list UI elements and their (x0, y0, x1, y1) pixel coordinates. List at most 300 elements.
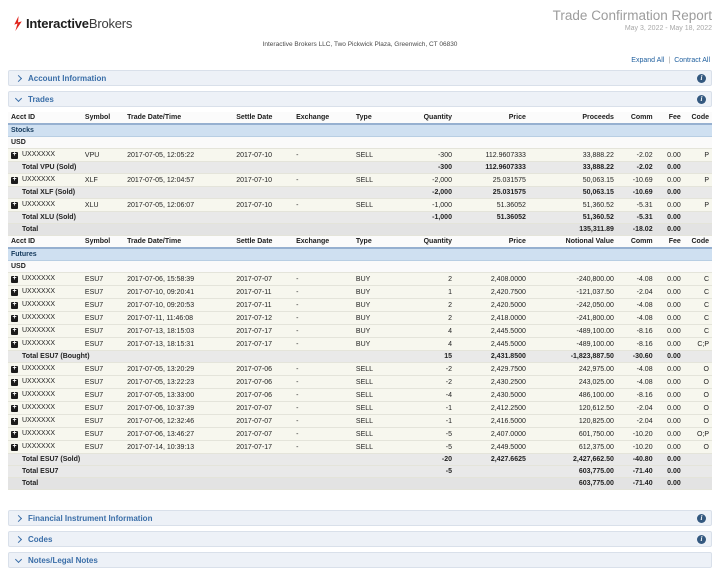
cell: - (293, 199, 353, 212)
trade-row (8, 389, 712, 402)
cell: 242,975.00 (529, 363, 617, 376)
cell: -2.04 (617, 286, 656, 299)
expand-icon[interactable]: + (12, 201, 17, 208)
cell: + UXXXXXX (8, 286, 82, 299)
cell: -2.02 (617, 162, 656, 174)
section-label: Notes/Legal Notes (28, 555, 98, 565)
cell: 2,427,662.50 (529, 454, 617, 466)
cell: 50,063.15 (529, 187, 617, 199)
total-label: Total XLF (Sold) (8, 187, 392, 199)
cell: 2017-07-07 (233, 415, 293, 428)
cell: 51.36052 (455, 199, 529, 212)
cell: -2.04 (617, 402, 656, 415)
cell: 2,430.2500 (455, 376, 529, 389)
section-codes[interactable] (8, 531, 712, 547)
expand-icon[interactable]: + (12, 151, 17, 158)
chevron-down-icon (15, 555, 22, 562)
cell: 25.031575 (455, 187, 529, 199)
cell: - (293, 312, 353, 325)
expand-icon[interactable]: + (12, 365, 17, 372)
cell: 601,750.00 (529, 428, 617, 441)
cell (455, 466, 529, 478)
cell (455, 478, 529, 490)
cell: P (684, 174, 712, 187)
cell: ESU7 (82, 273, 124, 286)
trade-row (8, 415, 712, 428)
cell: 2,420.7500 (455, 286, 529, 299)
cell: 112.9607333 (455, 149, 529, 162)
cell: C (684, 273, 712, 286)
cell: 2017-07-05, 12:05:22 (124, 149, 233, 162)
expand-icon[interactable]: + (12, 378, 17, 385)
cell: -241,800.00 (529, 312, 617, 325)
trade-row (8, 199, 712, 212)
subtotal-row (8, 162, 712, 174)
cell: 0.00 (656, 199, 684, 212)
trade-row (8, 312, 712, 325)
cell: ESU7 (82, 325, 124, 338)
expand-icon[interactable]: + (12, 417, 17, 424)
cell: 2017-07-06, 13:46:27 (124, 428, 233, 441)
expand-icon[interactable]: + (12, 391, 17, 398)
column-header: Comm (617, 236, 656, 249)
cell: - (293, 149, 353, 162)
cell: - (293, 174, 353, 187)
cell: 0.00 (656, 286, 684, 299)
column-header: Price (455, 236, 529, 249)
cell: ESU7 (82, 338, 124, 351)
cell: + UXXXXXX (8, 325, 82, 338)
cell: SELL (353, 389, 392, 402)
cell: ESU7 (82, 363, 124, 376)
cell: 0.00 (656, 428, 684, 441)
cell: 33,888.22 (529, 162, 617, 174)
cell: O (684, 402, 712, 415)
cell: -242,050.00 (529, 299, 617, 312)
cell: O;P (684, 428, 712, 441)
cell: 0.00 (656, 273, 684, 286)
info-icon[interactable]: i (697, 95, 706, 104)
subtotal-row (8, 454, 712, 466)
cell: SELL (353, 149, 392, 162)
section-label: Financial Instrument Information (28, 513, 153, 523)
cell: 0.00 (656, 212, 684, 224)
cell: 0.00 (656, 312, 684, 325)
cell: ESU7 (82, 402, 124, 415)
broker-address: Interactive Brokers LLC, Two Pickwick Plaza, Greenwich, CT 06830 (262, 41, 458, 48)
cell: -2.02 (617, 149, 656, 162)
cell: 0.00 (656, 299, 684, 312)
cell: 243,025.00 (529, 376, 617, 389)
brand-name-bold: Interactive (26, 16, 89, 31)
cell: C (684, 325, 712, 338)
cell: 2017-07-10 (233, 149, 293, 162)
group-label: Stocks (8, 124, 712, 137)
cell: O (684, 415, 712, 428)
cell: 2017-07-13, 18:15:31 (124, 338, 233, 351)
expand-icon[interactable]: + (12, 275, 17, 282)
cell: BUY (353, 286, 392, 299)
cell: 2,429.7500 (455, 363, 529, 376)
cell: 2017-07-11, 11:46:08 (124, 312, 233, 325)
cell: 2017-07-05, 13:33:00 (124, 389, 233, 402)
trade-row (8, 149, 712, 162)
column-header: Exchange (293, 112, 353, 124)
cell: 2017-07-07 (233, 402, 293, 415)
cell: 0.00 (656, 149, 684, 162)
cell: - (293, 376, 353, 389)
cell: -1,000 (392, 212, 455, 224)
table-header-row (8, 236, 712, 249)
cell: - (293, 441, 353, 454)
cell: 2,418.0000 (455, 312, 529, 325)
cell: + UXXXXXX (8, 312, 82, 325)
column-header: Type (353, 112, 392, 124)
cell: + UXXXXXX (8, 441, 82, 454)
cell: - (293, 338, 353, 351)
total-label: Total VPU (Sold) (8, 162, 392, 174)
cell: XLU (82, 199, 124, 212)
cell: + UXXXXXX (8, 299, 82, 312)
cell: 2,412.2500 (455, 402, 529, 415)
asset-class-row (8, 124, 712, 137)
cell: P (684, 199, 712, 212)
cell: SELL (353, 428, 392, 441)
cell: - (293, 299, 353, 312)
cell: -10.69 (617, 174, 656, 187)
cell: 2017-07-13, 18:15:03 (124, 325, 233, 338)
cell: 2017-07-05, 13:22:23 (124, 376, 233, 389)
total-label: Total ESU7 (8, 466, 392, 478)
cell (684, 212, 712, 224)
section-account-information[interactable] (8, 70, 712, 86)
cell: 0.00 (656, 441, 684, 454)
expand-icon[interactable]: + (12, 340, 17, 347)
subtotal-row (8, 466, 712, 478)
cell: VPU (82, 149, 124, 162)
column-header: Symbol (82, 112, 124, 124)
cell: O (684, 441, 712, 454)
cell: 603,775.00 (529, 478, 617, 490)
cell: 2017-07-06 (233, 363, 293, 376)
cell: + UXXXXXX (8, 428, 82, 441)
info-icon[interactable]: i (697, 514, 706, 523)
cell: -8.16 (617, 338, 656, 351)
column-header: Trade Date/Time (124, 112, 233, 124)
cell: 2017-07-05, 12:04:57 (124, 174, 233, 187)
chevron-down-icon (15, 94, 22, 101)
trade-row (8, 428, 712, 441)
section-label: Trades (28, 94, 54, 104)
section-financial-instrument-information[interactable] (8, 510, 712, 526)
section-trades[interactable] (8, 91, 712, 107)
trade-row (8, 441, 712, 454)
group-label: Futures (8, 248, 712, 261)
cell: ESU7 (82, 389, 124, 402)
expand-icon[interactable]: + (12, 314, 17, 321)
section-notes-legal-notes[interactable] (8, 552, 712, 568)
cell: -2 (392, 376, 455, 389)
cell: + UXXXXXX (8, 415, 82, 428)
group-label: USD (8, 261, 712, 273)
cell: -4.08 (617, 273, 656, 286)
cell: -2 (392, 363, 455, 376)
cell: 2 (392, 273, 455, 286)
cell: 2017-07-06, 12:32:46 (124, 415, 233, 428)
cell: 25.031575 (455, 174, 529, 187)
cell: -10.20 (617, 441, 656, 454)
cell (684, 187, 712, 199)
cell: 2,449.5000 (455, 441, 529, 454)
cell: -5 (392, 466, 455, 478)
trade-row (8, 338, 712, 351)
trade-row (8, 402, 712, 415)
cell (684, 351, 712, 363)
cell: 0.00 (656, 376, 684, 389)
section-label: Codes (28, 534, 53, 544)
cell: XLF (82, 174, 124, 187)
cell: 120,825.00 (529, 415, 617, 428)
section-label: Account Information (28, 73, 107, 83)
cell: 0.00 (656, 187, 684, 199)
group-label: USD (8, 137, 712, 149)
trade-row (8, 376, 712, 389)
cell: 486,100.00 (529, 389, 617, 402)
cell: -71.40 (617, 466, 656, 478)
grand-total-row (8, 224, 712, 236)
cell: ESU7 (82, 441, 124, 454)
cell: 2017-07-17 (233, 338, 293, 351)
info-icon[interactable]: i (697, 535, 706, 544)
brand-logo (12, 16, 132, 31)
cell: - (293, 428, 353, 441)
cell: -240,800.00 (529, 273, 617, 286)
cell (392, 224, 455, 236)
cell: BUY (353, 273, 392, 286)
cell: -40.80 (617, 454, 656, 466)
cell: -4.08 (617, 363, 656, 376)
cell: 2017-07-06 (233, 376, 293, 389)
cell: 1 (392, 286, 455, 299)
cell: 603,775.00 (529, 466, 617, 478)
cell: 0.00 (656, 402, 684, 415)
trade-row (8, 286, 712, 299)
info-icon[interactable]: i (697, 74, 706, 83)
cell: ESU7 (82, 299, 124, 312)
cell: 2017-07-06 (233, 389, 293, 402)
cell: 2,408.0000 (455, 273, 529, 286)
cell: -4.08 (617, 376, 656, 389)
trade-row (8, 273, 712, 286)
cell: 4 (392, 338, 455, 351)
cell: ESU7 (82, 286, 124, 299)
cell: 2017-07-10, 09:20:41 (124, 286, 233, 299)
trade-row (8, 299, 712, 312)
expand-icon[interactable]: + (12, 301, 17, 308)
subtotal-row (8, 351, 712, 363)
cell: 2 (392, 312, 455, 325)
cell: + UXXXXXX (8, 273, 82, 286)
cell: SELL (353, 174, 392, 187)
column-header: Notional Value (529, 236, 617, 249)
cell: 2,420.5000 (455, 299, 529, 312)
cell: 2017-07-12 (233, 312, 293, 325)
currency-row (8, 137, 712, 149)
cell: 2017-07-10 (233, 199, 293, 212)
expand-icon[interactable]: + (12, 443, 17, 450)
cell: 50,063.15 (529, 174, 617, 187)
cell: SELL (353, 363, 392, 376)
cell: + UXXXXXX (8, 363, 82, 376)
trade-row (8, 174, 712, 187)
link-divider: | (668, 57, 671, 64)
cell: - (293, 325, 353, 338)
cell: SELL (353, 376, 392, 389)
cell: -1 (392, 402, 455, 415)
expand-contract-links (631, 57, 710, 64)
cell: - (293, 415, 353, 428)
total-label: Total (8, 478, 392, 490)
cell: 2 (392, 299, 455, 312)
cell: - (293, 363, 353, 376)
cell: 0.00 (656, 466, 684, 478)
cell: SELL (353, 199, 392, 212)
column-header: Fee (656, 236, 684, 249)
cell: + UXXXXXX (8, 149, 82, 162)
cell: 0.00 (656, 338, 684, 351)
column-header: Price (455, 112, 529, 124)
cell: 112.9607333 (455, 162, 529, 174)
report-header (553, 8, 712, 32)
cell: ESU7 (82, 376, 124, 389)
cell: ESU7 (82, 428, 124, 441)
total-label: Total XLU (Sold) (8, 212, 392, 224)
cell: 2017-07-07 (233, 428, 293, 441)
expand-icon[interactable]: + (12, 176, 17, 183)
cell: 51,360.52 (529, 212, 617, 224)
cell: ESU7 (82, 415, 124, 428)
cell: C (684, 286, 712, 299)
report-date-range: May 3, 2022 - May 18, 2022 (624, 25, 712, 32)
cell: -5.31 (617, 212, 656, 224)
cell: C (684, 299, 712, 312)
cell: -2,000 (392, 187, 455, 199)
report-title: Trade Confirmation Report (552, 8, 712, 23)
cell: 15 (392, 351, 455, 363)
cell: -8.16 (617, 325, 656, 338)
chevron-right-icon (15, 514, 22, 521)
cell (684, 162, 712, 174)
cell (684, 454, 712, 466)
cell: -4.08 (617, 312, 656, 325)
column-header: Exchange (293, 236, 353, 249)
cell: 2,416.5000 (455, 415, 529, 428)
cell: -10.20 (617, 428, 656, 441)
expand-icon[interactable]: + (12, 430, 17, 437)
page-header (8, 0, 712, 70)
total-label: Total (8, 224, 392, 236)
cell: - (293, 286, 353, 299)
cell: -2,000 (392, 174, 455, 187)
column-header: Settle Date (233, 236, 293, 249)
column-header: Code (684, 112, 712, 124)
cell: 4 (392, 325, 455, 338)
cell: 2017-07-05, 13:20:29 (124, 363, 233, 376)
cell: 612,375.00 (529, 441, 617, 454)
cell: -300 (392, 149, 455, 162)
chevron-right-icon (15, 535, 22, 542)
cell: 0.00 (656, 389, 684, 402)
expand-icon[interactable]: + (12, 327, 17, 334)
cell (684, 478, 712, 490)
cell: + UXXXXXX (8, 389, 82, 402)
cell: 2,430.5000 (455, 389, 529, 402)
cell: 0.00 (656, 454, 684, 466)
cell: 2017-07-07 (233, 273, 293, 286)
cell: -1,823,887.50 (529, 351, 617, 363)
column-header: Acct ID (8, 112, 82, 124)
cell: - (293, 402, 353, 415)
column-header: Acct ID (8, 236, 82, 249)
column-header: Type (353, 236, 392, 249)
column-header: Trade Date/Time (124, 236, 233, 249)
cell: BUY (353, 312, 392, 325)
expand-all-link[interactable]: Expand All (631, 57, 665, 64)
cell: 2017-07-14, 10:39:13 (124, 441, 233, 454)
column-header: Comm (617, 112, 656, 124)
cell: -2.04 (617, 415, 656, 428)
contract-all-link[interactable]: Contract All (674, 57, 710, 64)
cell: -5 (392, 441, 455, 454)
cell: -8.16 (617, 389, 656, 402)
cell: P (684, 149, 712, 162)
cell: O (684, 389, 712, 402)
cell: 2,445.5000 (455, 325, 529, 338)
trade-row (8, 363, 712, 376)
asset-class-row (8, 248, 712, 261)
cell: C (684, 312, 712, 325)
column-header: Settle Date (233, 112, 293, 124)
cell: 2017-07-10, 09:20:53 (124, 299, 233, 312)
cell: 0.00 (656, 363, 684, 376)
cell: 2017-07-10 (233, 174, 293, 187)
cell: 2017-07-11 (233, 286, 293, 299)
cell: + UXXXXXX (8, 174, 82, 187)
cell: -1,000 (392, 199, 455, 212)
cell: 2017-07-06, 10:37:39 (124, 402, 233, 415)
cell: 2,431.8500 (455, 351, 529, 363)
cell: 51.36052 (455, 212, 529, 224)
cell: 51,360.52 (529, 199, 617, 212)
cell: 0.00 (656, 162, 684, 174)
cell: C;P (684, 338, 712, 351)
expand-icon[interactable]: + (12, 404, 17, 411)
cell: SELL (353, 441, 392, 454)
cell: ESU7 (82, 312, 124, 325)
cell (392, 478, 455, 490)
grand-total-row (8, 478, 712, 490)
cell (684, 466, 712, 478)
total-label: Total ESU7 (Sold) (8, 454, 392, 466)
expand-icon[interactable]: + (12, 288, 17, 295)
cell: 0.00 (656, 415, 684, 428)
cell: 2017-07-17 (233, 325, 293, 338)
cell: 0.00 (656, 174, 684, 187)
currency-row (8, 261, 712, 273)
subtotal-row (8, 212, 712, 224)
cell: -4 (392, 389, 455, 402)
cell: -121,037.50 (529, 286, 617, 299)
